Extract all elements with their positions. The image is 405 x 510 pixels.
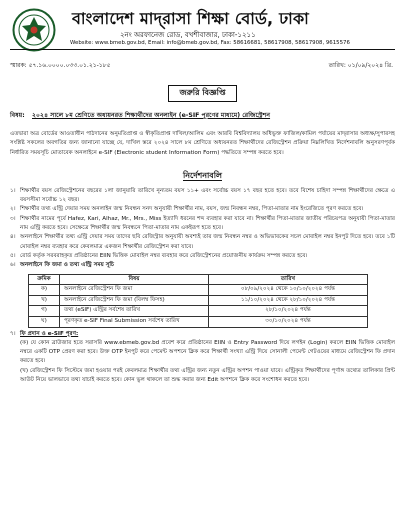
table-header-row bbox=[29, 274, 368, 285]
table-header: বিষয় bbox=[60, 274, 209, 285]
subject-line bbox=[10, 110, 395, 121]
table-cell: অনলাইনে রেজিস্ট্রেশন ফি জমা bbox=[60, 285, 209, 296]
guidelines-heading-box bbox=[10, 163, 395, 183]
item-text: (খ) রেজিস্ট্রেশন ফি সিস্টেমে জমা হওয়ার পরই কেবলমাত্র শিক্ষার্থীর তথ্য এন্ট্রির জন্য নতুন এন্ট্রির অপশন পাওয়া যাবে। এন্ট্রিকৃত শিক্ষার্থীদের পূর্ণাঙ্গ তথ্যের তালিকার প্রিন্ট আউট নিয়ে ভালভাবে তথ্য যাচাই করতে হবে। কোন ভুল থাকলে তা শুদ্ধ করার জন্য Edit অপশনে ক্লিক করে সংশোধন করতে হবে। bbox=[20, 367, 395, 384]
table-row bbox=[29, 295, 368, 306]
memo-date: তারিখ: ০১/০৯/২০২৪ খ্রি. bbox=[328, 62, 393, 69]
table-cell: অনলাইনে রেজিস্ট্রেশন ফি জমা (বিলম্ব ফিসহ) bbox=[60, 295, 209, 306]
list-item bbox=[10, 330, 395, 339]
guidelines-list bbox=[10, 187, 395, 385]
list-item bbox=[10, 339, 395, 367]
item-text: ফি প্রদান ও e-SIF পূরণ: bbox=[20, 330, 79, 337]
org-contact: Website: www.bmeb.gov.bd, Email: info@bmeb.gov.bd, Fax: 58616681, 58617908, 58617908, 9615576 bbox=[70, 40, 350, 46]
table-header: তারিখ bbox=[209, 274, 368, 285]
item-number: ৬। bbox=[10, 262, 16, 269]
org-address: ২নং অরফানেজ রোড, বখশীবাজার, ঢাকা-১২১১ bbox=[120, 31, 256, 39]
letterhead bbox=[10, 4, 395, 60]
table-cell: ঘ) bbox=[29, 316, 60, 327]
list-item bbox=[10, 215, 395, 234]
item-text: রোর্ড কর্তৃক সরবরাহকৃত প্রতিষ্ঠানের EIIN ভিত্তিক মোবাইল নম্বর ব্যবহার করে রেজিস্ট্রেশনের প্রয়োজনীয় কার্যক্রম সম্পন্ন করতে হবে। bbox=[20, 252, 308, 259]
table-cell: ২৮/১০/২০২৪ পর্যন্ত bbox=[209, 306, 368, 317]
table-cell: ক) bbox=[29, 285, 60, 296]
table-cell: গ) bbox=[29, 306, 60, 317]
list-item bbox=[10, 367, 395, 386]
table-cell: খ) bbox=[29, 295, 60, 306]
subject-label: বিষয়: bbox=[10, 112, 25, 119]
table-cell: ০৮/০৯/২০২৪ থেকে ১০/১০/২০২৪ পর্যন্ত bbox=[209, 285, 368, 296]
memo-row bbox=[10, 60, 395, 72]
notice-title: জরুরি বিজ্ঞপ্তি bbox=[168, 85, 236, 102]
board-logo-icon bbox=[12, 8, 56, 52]
schedule-table bbox=[28, 274, 368, 328]
item-number: ৭। bbox=[10, 330, 16, 337]
table-header: ক্রমিক bbox=[29, 274, 60, 285]
item-text: অনলাইনে শিক্ষার্থীর তথ্য এন্ট্রি দেয়ার সময় তাদের ছবি রেজিস্ট্রার অনুযায়ী অবশ্যই তার জন্ম নিবন্ধন নম্বর ও অভিভাবকের সচল মোবাইল নম্বর ইনপুট দিতে হবে। তবে ১টি মোবাইল নম্বর ব্যবহার করে কেবলমাত্র একজন শিক্ষার্থীর রেজিস্ট্রেশন করা যাবে। bbox=[20, 234, 395, 250]
guidelines-heading: নির্দেশনাবলি bbox=[182, 170, 222, 180]
org-name: বাংলাদেশ মাদ্‌রাসা শিক্ষা বোর্ড, ঢাকা bbox=[72, 9, 310, 28]
table-cell: পূরণকৃত e-SIF Final Submission সর্বশেষ তারিখ bbox=[60, 316, 209, 327]
item-text: (ক) যে কোন ব্রাউজার হতে সরাসরি www.ebmeb.gov.bd প্রবেশ করে প্রতিষ্ঠানের EIIN ও Entry Password দিয়ে লগইন (Login) করলে EIIN ভিত্তিক মোবাইল নম্বরে একটি OTP প্রেরণ করা হবে। উক্ত OTP ইনপুট করে পেমেন্ট অপশনে ক্লিক করে শিক্ষার্থী সংখ্যা এন্ট্রি দিয়ে সোনালী পেমেন্ট গেটওয়ের মাধ্যমে রেজিস্ট্রেশন ফি প্রদান করতে হবে। bbox=[20, 339, 395, 365]
table-cell: তথ্য (eSIF) এন্ট্রির সর্বশেষ তারিখ bbox=[60, 306, 209, 317]
header-divider bbox=[10, 49, 395, 50]
item-text: শিক্ষার্থীর নামের পূর্বে Hafez, Kari, Alhaz, Mr., Mrs., Miss ইত্যাদি ধরনের শব্দ ব্যবহার করা যাবে না। শিক্ষার্থীর পিতা-মাতার জাতীয় পরিচয়পত্র অনুযায়ী পিতা-মাতার নাম এন্ট্রি করতে হবে। সেক্ষেত্রে শিক্ষার্থীর জন্ম নিবন্ধনে পিতা-মাতার নাম একইরূপ হতে হবে। bbox=[20, 215, 395, 232]
item-text: শিক্ষার্থীর তথ্য এন্ট্রি দেয়ার সময় অনলাইন জন্ম নিবন্ধন সনদ অনুযায়ী শিক্ষার্থীর নাম, বয়স, জন্ম নিবন্ধন নম্বর, পিতা-মাতার নাম ইংরেজিতে পূরণ করতে হবে। bbox=[20, 206, 364, 213]
intro-paragraph: এতদ্বারা অত্র বোর্ডের আওতাধীন পাঠদানের অনুমতিপ্রাপ্ত ও স্বীকৃতিপ্রাপ্ত দাখিল/আলিম এবং আরবি বিশ্ববিদ্যালয় অধিভুক্ত ফাজিল/কামিল পর্যায়ের মাদ্‌রাসার অধ্যক্ষ/সুপারসহ সংশ্লিষ্ট সকলের অবগতির জন্য জানানো যাচ্ছে যে, দাখিল স্তরে ২০২৪ সালে ৮ম শ্রেণিতে অধ্যয়নরত শিক্ষার্থীদের রেজিস্ট্রেশন প্রক্রিয়া নিম্নলিখিত নির্দেশনাবলি অনুসরণপূর্বক নির্ধারিত সময়সূচি মোতাবেক অনলাইনে e-SIF (Electronic student Information Form) পদ্ধতিতে সম্পন্ন করতে হবে। bbox=[10, 131, 395, 156]
table-row bbox=[29, 316, 368, 327]
table-cell: ১১/১০/২০২৪ থেকে ২৮/১০/২০২৪ পর্যন্ত bbox=[209, 295, 368, 306]
item-text: অনলাইনে ফি জমা ও তথ্য এন্ট্রি সময় সূচি bbox=[20, 262, 115, 269]
list-item bbox=[10, 252, 395, 261]
item-number bbox=[10, 339, 20, 367]
item-number bbox=[10, 367, 20, 386]
item-number: ৫। bbox=[10, 252, 16, 259]
table-row bbox=[29, 306, 368, 317]
list-item bbox=[10, 187, 395, 206]
memo-number: স্মারক: ৫৭.১৬.০০০০.০৩৩.০১.২১-১৮৫ bbox=[10, 62, 111, 69]
table-cell: ৩০/১০/২০২৪ পর্যন্ত bbox=[209, 316, 368, 327]
item-number: ৪। bbox=[10, 234, 16, 241]
subject-text: ২০২৪ সালে ৮ম শ্রেণিতে অধ্যয়নরত শিক্ষার্থীদের অনলাইন (e-SIF পূরণের মাধ্যমে) রেজিস্ট্রেশন bbox=[32, 112, 271, 119]
item-number: ১। bbox=[10, 187, 16, 194]
item-number: ৩। bbox=[10, 215, 16, 222]
table-row bbox=[29, 285, 368, 296]
list-item bbox=[10, 233, 395, 252]
item-text: শিক্ষার্থীর বয়স রেজিস্ট্রেশনের বছরের ১লা জানুয়ারি তারিখে নূন্যতম বয়স ১১+ এবং সর্বোচ্চ বয়স ১৭ বছর হতে হবে। তবে বিশেষ চাহিদা সম্পন্ন শিক্ষার্থীদের ক্ষেত্রে এ বয়সসীমা সর্বোচ্চ ১২ বছর। bbox=[20, 187, 395, 204]
list-item bbox=[10, 261, 395, 270]
item-number: ২। bbox=[10, 206, 16, 213]
notice-title-box bbox=[10, 80, 395, 102]
list-item bbox=[10, 205, 395, 214]
